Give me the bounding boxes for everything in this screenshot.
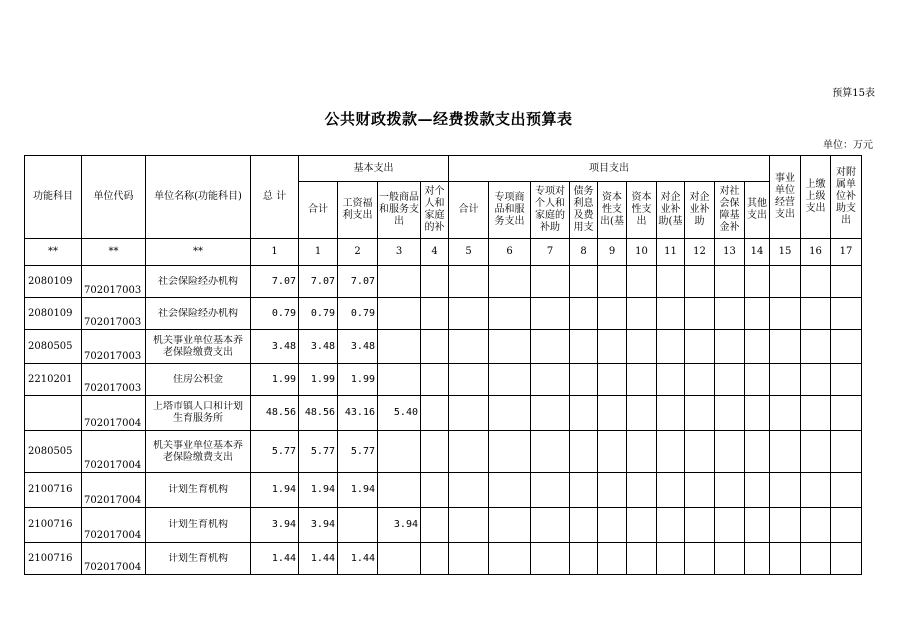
empty-cell xyxy=(421,431,449,473)
index-cell: ** xyxy=(25,239,82,266)
header-project-sub: 对企业补助 xyxy=(685,182,715,239)
basic-total-cell: 1.99 xyxy=(299,364,338,396)
empty-cell xyxy=(715,473,745,508)
basic-total-cell: 48.56 xyxy=(299,396,338,431)
wage-cell: 43.16 xyxy=(338,396,378,431)
budget-table xyxy=(24,155,862,575)
wage-cell: 7.07 xyxy=(338,266,378,298)
empty-cell xyxy=(449,298,489,330)
basic-total-cell: 0.79 xyxy=(299,298,338,330)
empty-cell xyxy=(715,364,745,396)
empty-cell xyxy=(831,396,862,431)
empty-cell xyxy=(831,508,862,543)
empty-cell xyxy=(598,364,627,396)
empty-cell xyxy=(489,364,531,396)
empty-cell xyxy=(489,330,531,364)
empty-cell xyxy=(489,266,531,298)
empty-cell xyxy=(570,266,598,298)
goods-cell xyxy=(378,298,421,330)
table-row xyxy=(25,298,862,330)
empty-cell xyxy=(627,508,657,543)
unit-label: 单位：万元 xyxy=(823,140,873,151)
unit-code-cell: 702017004 xyxy=(82,396,146,431)
wage-cell: 1.44 xyxy=(338,543,378,575)
empty-cell xyxy=(685,298,715,330)
basic-total-cell: 1.94 xyxy=(299,473,338,508)
empty-cell xyxy=(570,364,598,396)
empty-cell xyxy=(598,473,627,508)
empty-cell xyxy=(421,396,449,431)
basic-total-cell: 1.44 xyxy=(299,543,338,575)
index-cell: 12 xyxy=(685,239,715,266)
empty-cell xyxy=(745,364,770,396)
empty-cell xyxy=(531,396,570,431)
index-cell: 7 xyxy=(531,239,570,266)
empty-cell xyxy=(685,473,715,508)
empty-cell xyxy=(421,543,449,575)
index-cell: 10 xyxy=(627,239,657,266)
total-cell: 7.07 xyxy=(251,266,299,298)
func-code-cell: 2210201 xyxy=(25,364,82,396)
total-cell: 5.77 xyxy=(251,431,299,473)
empty-cell xyxy=(801,543,831,575)
wage-cell: 0.79 xyxy=(338,298,378,330)
empty-cell xyxy=(657,473,685,508)
empty-cell xyxy=(570,396,598,431)
form-number: 预算15表 xyxy=(832,88,875,99)
header-project-sub: 其他支出 xyxy=(745,182,770,239)
empty-cell xyxy=(598,508,627,543)
empty-cell xyxy=(831,473,862,508)
empty-cell xyxy=(531,543,570,575)
empty-cell xyxy=(715,298,745,330)
goods-cell xyxy=(378,431,421,473)
unit-code-cell: 702017003 xyxy=(82,364,146,396)
unit-name-cell xyxy=(146,431,251,473)
header-basic-sub: 一般商品和服务支出 xyxy=(378,182,421,239)
unit-name-cell xyxy=(146,473,251,508)
goods-cell: 5.40 xyxy=(378,396,421,431)
empty-cell xyxy=(627,330,657,364)
empty-cell xyxy=(449,543,489,575)
index-cell: 1 xyxy=(299,239,338,266)
header-total: 总 计 xyxy=(251,156,299,239)
wage-cell: 1.94 xyxy=(338,473,378,508)
unit-code-cell: 702017004 xyxy=(82,431,146,473)
empty-cell xyxy=(715,543,745,575)
empty-cell xyxy=(685,266,715,298)
empty-cell xyxy=(489,543,531,575)
empty-cell xyxy=(570,431,598,473)
index-cell: 2 xyxy=(338,239,378,266)
func-code-cell: 2080109 xyxy=(25,266,82,298)
empty-cell xyxy=(715,431,745,473)
unit-code-cell: 702017004 xyxy=(82,508,146,543)
empty-cell xyxy=(531,298,570,330)
empty-cell xyxy=(745,298,770,330)
empty-cell xyxy=(449,330,489,364)
index-cell: 6 xyxy=(489,239,531,266)
total-cell: 0.79 xyxy=(251,298,299,330)
empty-cell xyxy=(770,473,801,508)
empty-cell xyxy=(598,431,627,473)
empty-cell xyxy=(745,431,770,473)
index-cell: 1 xyxy=(251,239,299,266)
empty-cell xyxy=(685,543,715,575)
empty-cell xyxy=(770,508,801,543)
index-cell: 14 xyxy=(745,239,770,266)
empty-cell xyxy=(685,396,715,431)
index-cell: 16 xyxy=(801,239,831,266)
empty-cell xyxy=(598,330,627,364)
empty-cell xyxy=(657,543,685,575)
unit-name-cell xyxy=(146,396,251,431)
index-cell: 5 xyxy=(449,239,489,266)
empty-cell xyxy=(801,330,831,364)
unit-code-cell: 702017004 xyxy=(82,473,146,508)
header-project: 项目支出 xyxy=(449,156,770,182)
empty-cell xyxy=(531,330,570,364)
empty-cell xyxy=(831,543,862,575)
empty-cell xyxy=(715,330,745,364)
empty-cell xyxy=(831,364,862,396)
empty-cell xyxy=(627,396,657,431)
empty-cell xyxy=(801,364,831,396)
empty-cell xyxy=(745,543,770,575)
empty-cell xyxy=(770,543,801,575)
basic-total-cell: 3.48 xyxy=(299,330,338,364)
header-business: 事业单位经营支出 xyxy=(770,156,801,239)
unit-code-cell: 702017004 xyxy=(82,543,146,575)
empty-cell xyxy=(831,298,862,330)
unit-name-cell xyxy=(146,266,251,298)
empty-cell xyxy=(627,266,657,298)
header-func-code: 功能科目 xyxy=(25,156,82,239)
empty-cell xyxy=(801,266,831,298)
unit-name-text: 机关事业单位基本养老保险缴费支出 xyxy=(153,439,243,463)
index-cell: 8 xyxy=(570,239,598,266)
empty-cell xyxy=(570,298,598,330)
page-title: 公共财政拨款—经费拨款支出预算表 xyxy=(324,110,573,128)
empty-cell xyxy=(598,543,627,575)
unit-name-cell xyxy=(146,298,251,330)
empty-cell xyxy=(745,396,770,431)
table-row xyxy=(25,473,862,508)
empty-cell xyxy=(570,543,598,575)
wage-cell: 1.99 xyxy=(338,364,378,396)
empty-cell xyxy=(421,298,449,330)
empty-cell xyxy=(801,298,831,330)
empty-cell xyxy=(449,396,489,431)
table-row xyxy=(25,396,862,431)
unit-name-text: 计划生育机构 xyxy=(168,519,228,530)
header-basic-sub: 合计 xyxy=(299,182,338,239)
goods-cell xyxy=(378,330,421,364)
empty-cell xyxy=(489,396,531,431)
unit-name-cell xyxy=(146,543,251,575)
empty-cell xyxy=(831,266,862,298)
empty-cell xyxy=(801,473,831,508)
index-cell: 15 xyxy=(770,239,801,266)
wage-cell: 5.77 xyxy=(338,431,378,473)
goods-cell xyxy=(378,266,421,298)
index-cell: 3 xyxy=(378,239,421,266)
func-code-cell xyxy=(25,396,82,431)
empty-cell xyxy=(745,473,770,508)
index-cell: 9 xyxy=(598,239,627,266)
unit-name-text: 计划生育机构 xyxy=(168,484,228,495)
empty-cell xyxy=(531,508,570,543)
empty-cell xyxy=(831,431,862,473)
empty-cell xyxy=(685,431,715,473)
table-row xyxy=(25,431,862,473)
empty-cell xyxy=(489,298,531,330)
func-code-cell: 2100716 xyxy=(25,508,82,543)
unit-code-cell: 702017003 xyxy=(82,330,146,364)
empty-cell xyxy=(657,508,685,543)
empty-cell xyxy=(627,364,657,396)
empty-cell xyxy=(421,508,449,543)
empty-cell xyxy=(421,473,449,508)
empty-cell xyxy=(685,330,715,364)
empty-cell xyxy=(685,364,715,396)
total-cell: 1.94 xyxy=(251,473,299,508)
unit-name-cell xyxy=(146,364,251,396)
empty-cell xyxy=(770,431,801,473)
unit-name-text: 上塔市镇人口和计划生育服务所 xyxy=(153,401,243,424)
unit-code-cell: 702017003 xyxy=(82,266,146,298)
table-row xyxy=(25,508,862,543)
basic-total-cell: 7.07 xyxy=(299,266,338,298)
empty-cell xyxy=(570,508,598,543)
index-cell: 13 xyxy=(715,239,745,266)
header-unit-name: 单位名称(功能科目) xyxy=(146,156,251,239)
unit-name-text: 住房公积金 xyxy=(173,373,223,385)
empty-cell xyxy=(627,473,657,508)
unit-name-cell xyxy=(146,508,251,543)
func-code-cell: 2080505 xyxy=(25,330,82,364)
total-cell: 3.94 xyxy=(251,508,299,543)
header-project-sub: 资本性支出(基 xyxy=(598,182,627,239)
empty-cell xyxy=(715,396,745,431)
table-row xyxy=(25,266,862,298)
table-row xyxy=(25,330,862,364)
empty-cell xyxy=(531,266,570,298)
unit-name-text: 社会保险经办机构 xyxy=(158,275,238,287)
index-row xyxy=(25,239,862,266)
empty-cell xyxy=(657,298,685,330)
header-basic: 基本支出 xyxy=(299,156,449,182)
unit-code-cell: 702017003 xyxy=(82,298,146,330)
empty-cell xyxy=(531,431,570,473)
goods-cell xyxy=(378,543,421,575)
header-basic-sub: 工资福利支出 xyxy=(338,182,378,239)
goods-cell xyxy=(378,473,421,508)
header-upper: 上缴上级支出 xyxy=(801,156,831,239)
empty-cell xyxy=(570,473,598,508)
empty-cell xyxy=(449,266,489,298)
empty-cell xyxy=(489,473,531,508)
empty-cell xyxy=(449,364,489,396)
unit-name-text: 计划生育机构 xyxy=(168,552,228,564)
header-project-sub: 对社会保障基金补 xyxy=(715,182,745,239)
empty-cell xyxy=(685,508,715,543)
header-project-sub: 对企业补助(基 xyxy=(657,182,685,239)
empty-cell xyxy=(598,396,627,431)
empty-cell xyxy=(715,266,745,298)
func-code-cell: 2100716 xyxy=(25,543,82,575)
index-cell: 4 xyxy=(421,239,449,266)
empty-cell xyxy=(531,473,570,508)
empty-cell xyxy=(598,266,627,298)
total-cell: 3.48 xyxy=(251,330,299,364)
empty-cell xyxy=(831,330,862,364)
empty-cell xyxy=(449,508,489,543)
empty-cell xyxy=(531,364,570,396)
empty-cell xyxy=(801,508,831,543)
wage-cell: 3.48 xyxy=(338,330,378,364)
goods-cell: 3.94 xyxy=(378,508,421,543)
basic-total-cell: 5.77 xyxy=(299,431,338,473)
func-code-cell: 2100716 xyxy=(25,473,82,508)
goods-cell xyxy=(378,364,421,396)
total-cell: 48.56 xyxy=(251,396,299,431)
empty-cell xyxy=(770,330,801,364)
empty-cell xyxy=(570,330,598,364)
empty-cell xyxy=(421,266,449,298)
header-project-sub: 专项商品和服务支出 xyxy=(489,182,531,239)
empty-cell xyxy=(421,330,449,364)
index-cell: ** xyxy=(146,239,251,266)
empty-cell xyxy=(715,508,745,543)
empty-cell xyxy=(770,396,801,431)
empty-cell xyxy=(745,330,770,364)
empty-cell xyxy=(745,508,770,543)
empty-cell xyxy=(657,396,685,431)
header-project-sub: 合计 xyxy=(449,182,489,239)
empty-cell xyxy=(657,330,685,364)
empty-cell xyxy=(770,298,801,330)
wage-cell xyxy=(338,508,378,543)
empty-cell xyxy=(489,431,531,473)
empty-cell xyxy=(745,266,770,298)
empty-cell xyxy=(657,266,685,298)
index-cell: 11 xyxy=(657,239,685,266)
unit-name-text: 社会保险经办机构 xyxy=(158,307,238,319)
empty-cell xyxy=(770,266,801,298)
empty-cell xyxy=(801,396,831,431)
func-code-cell: 2080505 xyxy=(25,431,82,473)
table-row xyxy=(25,543,862,575)
header-row-1 xyxy=(25,156,862,182)
empty-cell xyxy=(489,508,531,543)
empty-cell xyxy=(657,431,685,473)
func-code-cell: 2080109 xyxy=(25,298,82,330)
total-cell: 1.99 xyxy=(251,364,299,396)
index-cell: ** xyxy=(82,239,146,266)
unit-name-text: 机关事业单位基本养老保险缴费支出 xyxy=(153,334,243,358)
basic-total-cell: 3.94 xyxy=(299,508,338,543)
header-affiliated: 对附属单位补助支出 xyxy=(831,156,862,239)
empty-cell xyxy=(449,431,489,473)
header-project-sub: 专项对个人和家庭的补助 xyxy=(531,182,570,239)
index-cell: 17 xyxy=(831,239,862,266)
empty-cell xyxy=(449,473,489,508)
empty-cell xyxy=(627,431,657,473)
empty-cell xyxy=(770,364,801,396)
empty-cell xyxy=(598,298,627,330)
empty-cell xyxy=(801,431,831,473)
empty-cell xyxy=(421,364,449,396)
empty-cell xyxy=(627,543,657,575)
total-cell: 1.44 xyxy=(251,543,299,575)
empty-cell xyxy=(657,364,685,396)
header-project-sub: 债务利息及费用支 xyxy=(570,182,598,239)
header-basic-sub: 对个人和家庭的补 xyxy=(421,182,449,239)
empty-cell xyxy=(627,298,657,330)
unit-name-cell xyxy=(146,330,251,364)
header-unit-code: 单位代码 xyxy=(82,156,146,239)
header-project-sub: 资本性支出 xyxy=(627,182,657,239)
table-row xyxy=(25,364,862,396)
